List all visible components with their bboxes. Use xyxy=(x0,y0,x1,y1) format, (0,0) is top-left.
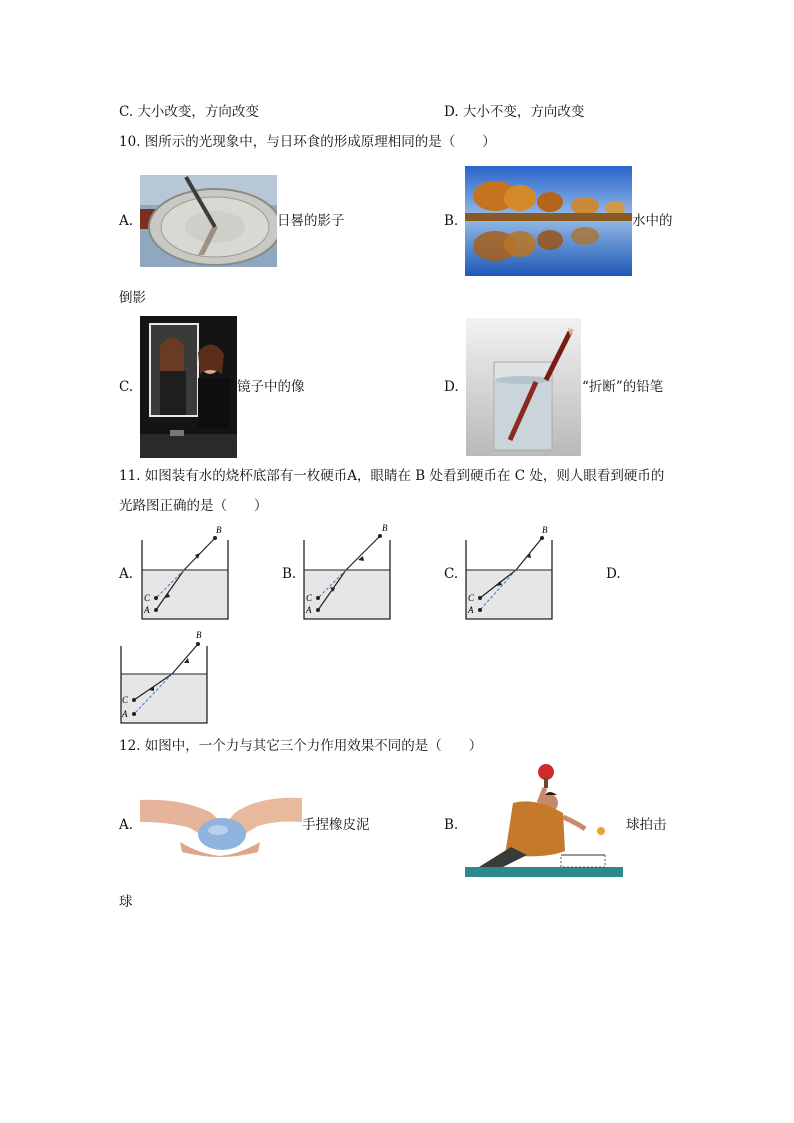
q10-d-label: D. xyxy=(444,379,459,395)
q11-stem-line1: 11. 如图装有水的烧杯底部有一枚硬币A，眼睛在 B 处看到硬币在 C 处，则人眼看到硬币的 xyxy=(119,468,665,484)
sundial-image xyxy=(140,175,277,267)
label-b: B xyxy=(382,524,388,533)
label-a: A xyxy=(306,605,312,615)
label-a: A xyxy=(468,605,474,615)
q11-option-d-label: D. xyxy=(606,566,621,582)
q12-stem: 12. 如图中，一个力与其它三个力作用效果不同的是（ ） xyxy=(119,738,483,754)
q11-option-b-label: B. xyxy=(282,566,297,582)
label-b: B xyxy=(196,630,202,640)
label-b: B xyxy=(216,525,222,535)
label-a: A xyxy=(122,709,128,719)
q10-c-label: C. xyxy=(119,379,134,395)
label-c: C xyxy=(306,593,313,603)
label-b: B xyxy=(542,525,548,535)
reflection-image xyxy=(465,166,632,276)
label-c: C xyxy=(122,695,129,705)
mirror-image xyxy=(140,316,237,458)
q11-option-a-label: A. xyxy=(119,566,134,582)
q12-a-label: A. xyxy=(119,817,134,833)
q11-stem-line2: 光路图正确的是（ ） xyxy=(119,498,268,514)
label-c: C xyxy=(468,593,475,603)
q10-b-caption: 水中的 xyxy=(632,213,673,229)
q12-b-caption-wrap: 球 xyxy=(119,894,133,910)
q12-b-label: B. xyxy=(444,817,459,833)
pencil-in-glass-image xyxy=(466,318,581,456)
label-a: A xyxy=(144,605,150,615)
q12-b-caption: 球拍击 xyxy=(626,817,667,833)
q11-diagram-a xyxy=(134,524,234,624)
q10-b-label: B. xyxy=(444,213,459,229)
q11-diagram-d xyxy=(112,628,216,728)
q11-diagram-b xyxy=(296,524,396,624)
table-tennis-image xyxy=(465,763,625,881)
q9-option-c: C. 大小改变，方向改变 xyxy=(119,104,259,120)
q10-b-caption-wrap: 倒影 xyxy=(119,290,146,306)
q10-d-caption: “折断”的铅笔 xyxy=(582,379,664,395)
q12-a-caption: 手捏橡皮泥 xyxy=(302,817,370,833)
q11-option-c-label: C. xyxy=(444,566,459,582)
q10-stem: 10. 图所示的光现象中，与日环食的形成原理相同的是（ ） xyxy=(119,134,496,150)
q10-a-caption: 日晷的影子 xyxy=(277,213,345,229)
hands-clay-image xyxy=(140,792,302,860)
q9-option-d: D. 大小不变，方向改变 xyxy=(444,104,585,120)
q11-diagram-c xyxy=(458,524,558,624)
q10-a-label: A. xyxy=(119,213,134,229)
q10-c-caption: 镜子中的像 xyxy=(237,379,305,395)
label-c: C xyxy=(144,593,151,603)
